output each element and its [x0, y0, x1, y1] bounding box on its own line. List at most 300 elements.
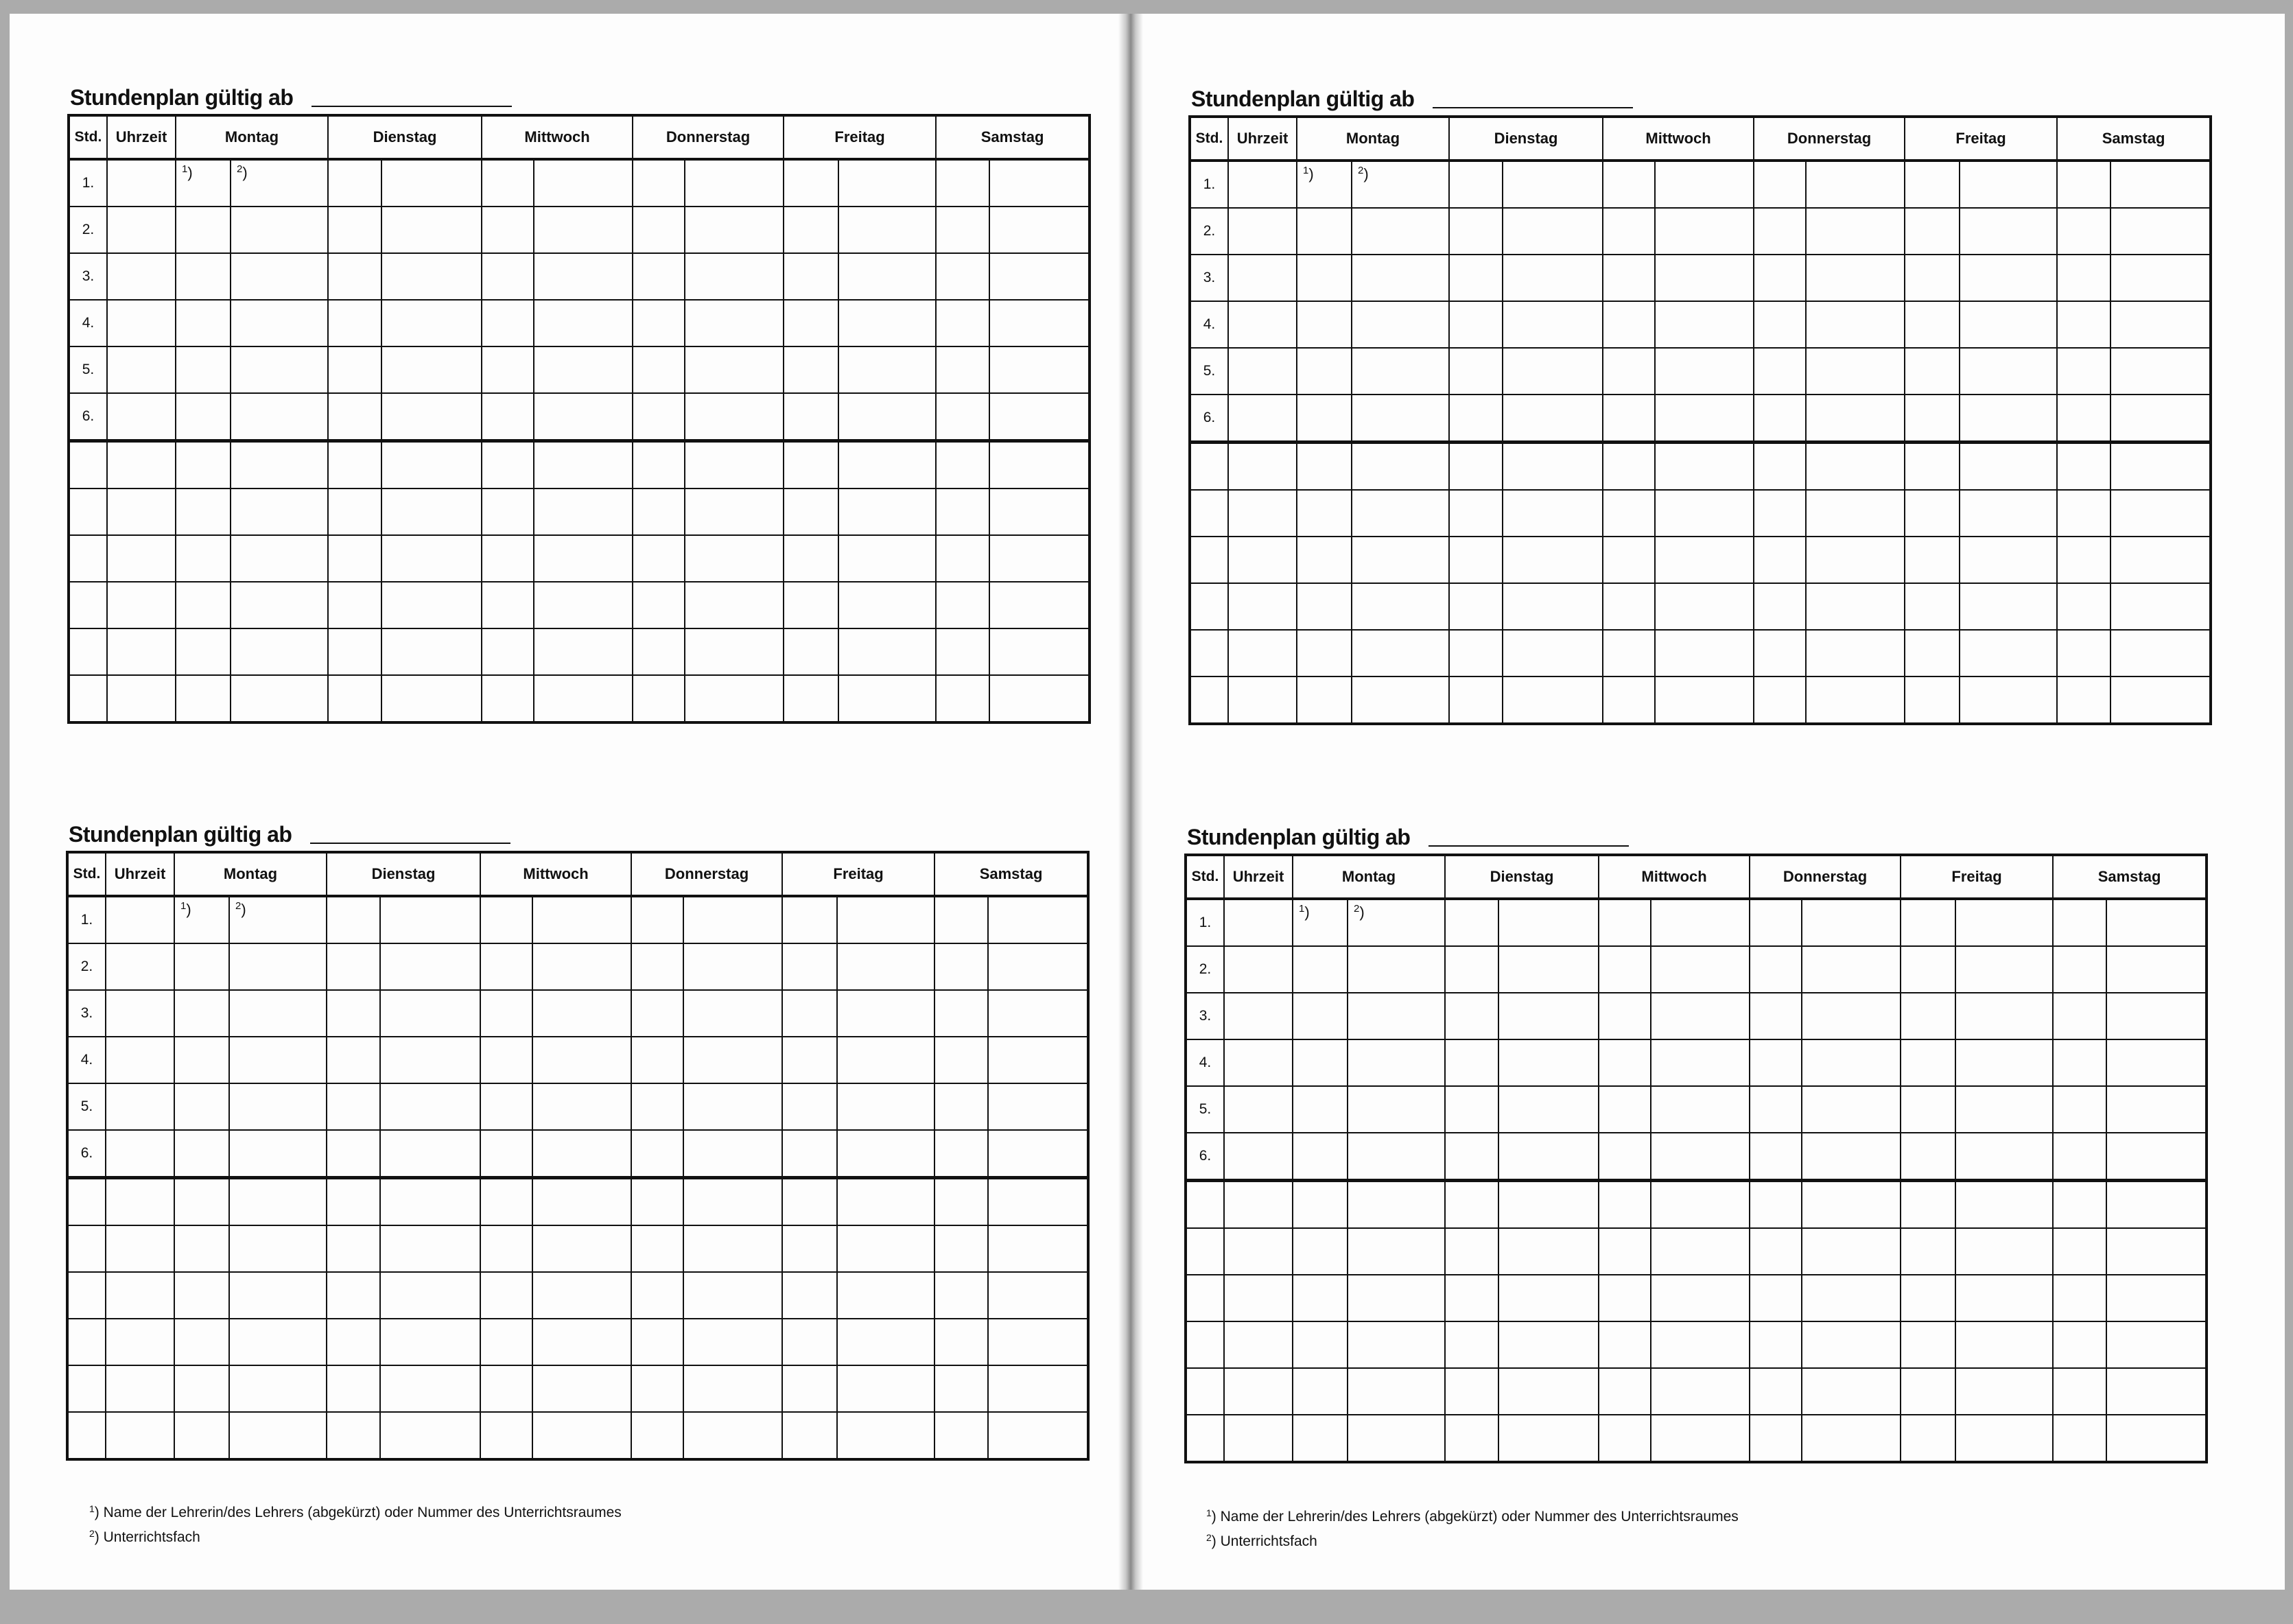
time-cell[interactable] — [1224, 1133, 1293, 1181]
teacher-room-cell[interactable] — [934, 1365, 988, 1412]
teacher-room-cell[interactable] — [1603, 395, 1655, 443]
subject-cell[interactable] — [231, 159, 328, 207]
teacher-room-cell[interactable] — [2057, 395, 2110, 443]
subject-cell[interactable] — [1651, 899, 1750, 946]
subject-cell[interactable] — [231, 300, 328, 346]
subject-cell[interactable] — [838, 253, 936, 300]
teacher-room-cell[interactable] — [1297, 395, 1352, 443]
subject-cell[interactable] — [1498, 1181, 1599, 1229]
subject-cell[interactable] — [229, 1130, 327, 1178]
teacher-room-cell[interactable] — [2057, 630, 2110, 676]
subject-cell[interactable] — [1955, 1228, 2053, 1275]
teacher-room-cell[interactable] — [784, 207, 838, 253]
teacher-room-cell[interactable] — [631, 1178, 683, 1226]
teacher-room-cell[interactable] — [480, 990, 532, 1037]
time-cell[interactable] — [106, 943, 174, 990]
subject-cell[interactable] — [1960, 301, 2057, 348]
teacher-room-cell[interactable] — [1445, 993, 1498, 1039]
teacher-room-cell[interactable] — [1293, 1275, 1348, 1321]
teacher-room-cell[interactable] — [328, 675, 381, 722]
teacher-room-cell[interactable] — [1603, 490, 1655, 537]
subject-cell[interactable] — [837, 1412, 934, 1459]
subject-cell[interactable] — [1503, 537, 1603, 583]
time-cell[interactable] — [107, 159, 176, 207]
subject-cell[interactable] — [1503, 490, 1603, 537]
teacher-room-cell[interactable] — [782, 1130, 837, 1178]
subject-cell[interactable] — [532, 1178, 631, 1226]
subject-cell[interactable] — [1655, 630, 1754, 676]
time-cell[interactable] — [107, 489, 176, 535]
teacher-room-cell[interactable] — [327, 896, 380, 943]
teacher-room-cell[interactable] — [1603, 301, 1655, 348]
subject-cell[interactable] — [988, 1412, 1088, 1459]
teacher-room-cell[interactable] — [1297, 301, 1352, 348]
teacher-room-cell[interactable] — [934, 1083, 988, 1130]
teacher-room-cell[interactable] — [1905, 630, 1960, 676]
subject-cell[interactable] — [685, 300, 784, 346]
time-cell[interactable] — [1224, 1368, 1293, 1415]
subject-cell[interactable] — [685, 159, 784, 207]
teacher-room-cell[interactable] — [1901, 1415, 1955, 1462]
teacher-room-cell[interactable] — [1901, 1039, 1955, 1086]
teacher-room-cell[interactable] — [1599, 1275, 1651, 1321]
subject-cell[interactable] — [380, 1319, 480, 1365]
teacher-room-cell[interactable] — [1449, 583, 1503, 630]
teacher-room-cell[interactable] — [631, 1365, 683, 1412]
subject-cell[interactable] — [1348, 1415, 1445, 1462]
subject-cell[interactable] — [380, 1178, 480, 1226]
teacher-room-cell[interactable] — [1293, 1415, 1348, 1462]
time-cell[interactable] — [1228, 161, 1297, 208]
teacher-room-cell[interactable] — [480, 896, 532, 943]
subject-cell[interactable] — [837, 1272, 934, 1319]
subject-cell[interactable] — [2110, 208, 2211, 255]
teacher-room-cell[interactable] — [1754, 537, 1806, 583]
teacher-room-cell[interactable] — [782, 1272, 837, 1319]
subject-cell[interactable] — [1960, 395, 2057, 443]
subject-cell[interactable] — [838, 441, 936, 489]
teacher-room-cell[interactable] — [176, 489, 231, 535]
teacher-room-cell[interactable] — [1905, 348, 1960, 395]
subject-cell[interactable] — [381, 300, 482, 346]
teacher-room-cell[interactable] — [782, 990, 837, 1037]
subject-cell[interactable] — [381, 207, 482, 253]
subject-cell[interactable] — [2106, 1039, 2207, 1086]
subject-cell[interactable] — [231, 346, 328, 393]
teacher-room-cell[interactable] — [631, 990, 683, 1037]
subject-cell[interactable] — [988, 1319, 1088, 1365]
subject-cell[interactable] — [683, 1272, 782, 1319]
teacher-room-cell[interactable] — [784, 300, 838, 346]
subject-cell[interactable] — [989, 675, 1090, 722]
subject-cell[interactable] — [838, 159, 936, 207]
teacher-room-cell[interactable] — [1603, 255, 1655, 301]
teacher-room-cell[interactable] — [2053, 946, 2106, 993]
subject-cell[interactable] — [1806, 348, 1905, 395]
teacher-room-cell[interactable] — [328, 253, 381, 300]
teacher-room-cell[interactable] — [327, 1083, 380, 1130]
teacher-room-cell[interactable] — [633, 253, 685, 300]
teacher-room-cell[interactable] — [1750, 899, 1802, 946]
teacher-room-cell[interactable] — [633, 159, 685, 207]
subject-cell[interactable] — [532, 1225, 631, 1272]
subject-cell[interactable] — [1806, 255, 1905, 301]
date-entry-line[interactable] — [311, 106, 512, 107]
teacher-room-cell[interactable] — [2057, 583, 2110, 630]
subject-cell[interactable] — [1802, 946, 1901, 993]
subject-cell[interactable] — [1960, 161, 2057, 208]
teacher-room-cell[interactable] — [176, 441, 231, 489]
teacher-room-cell[interactable] — [327, 1365, 380, 1412]
time-cell[interactable] — [1228, 208, 1297, 255]
teacher-room-cell[interactable] — [1905, 537, 1960, 583]
subject-cell[interactable] — [532, 1365, 631, 1412]
teacher-room-cell[interactable] — [1293, 1321, 1348, 1368]
subject-cell[interactable] — [989, 628, 1090, 675]
teacher-room-cell[interactable] — [1750, 1415, 1802, 1462]
subject-cell[interactable] — [1655, 301, 1754, 348]
teacher-room-cell[interactable] — [1905, 443, 1960, 491]
subject-cell[interactable] — [229, 1412, 327, 1459]
teacher-room-cell[interactable] — [934, 990, 988, 1037]
teacher-room-cell[interactable] — [2057, 348, 2110, 395]
subject-cell[interactable] — [1806, 676, 1905, 724]
teacher-room-cell[interactable] — [176, 535, 231, 582]
subject-cell[interactable] — [381, 489, 482, 535]
subject-cell[interactable] — [1498, 1368, 1599, 1415]
teacher-room-cell[interactable] — [1905, 301, 1960, 348]
teacher-room-cell[interactable] — [174, 1037, 229, 1083]
teacher-room-cell[interactable] — [782, 896, 837, 943]
teacher-room-cell[interactable] — [1754, 630, 1806, 676]
subject-cell[interactable] — [532, 1083, 631, 1130]
time-cell[interactable] — [1228, 395, 1297, 443]
subject-cell[interactable] — [1960, 443, 2057, 491]
subject-cell[interactable] — [1960, 676, 2057, 724]
teacher-room-cell[interactable] — [1449, 443, 1503, 491]
teacher-room-cell[interactable] — [482, 207, 534, 253]
time-cell[interactable] — [1228, 676, 1297, 724]
teacher-room-cell[interactable] — [1603, 676, 1655, 724]
subject-cell[interactable] — [229, 896, 327, 943]
teacher-room-cell[interactable] — [174, 1319, 229, 1365]
teacher-room-cell[interactable] — [1449, 208, 1503, 255]
teacher-room-cell[interactable] — [631, 896, 683, 943]
teacher-room-cell[interactable] — [482, 159, 534, 207]
subject-cell[interactable] — [1352, 348, 1449, 395]
subject-cell[interactable] — [989, 346, 1090, 393]
teacher-room-cell[interactable] — [1603, 583, 1655, 630]
subject-cell[interactable] — [2106, 899, 2207, 946]
teacher-room-cell[interactable] — [1599, 1133, 1651, 1181]
teacher-room-cell[interactable] — [633, 535, 685, 582]
teacher-room-cell[interactable] — [1603, 348, 1655, 395]
subject-cell[interactable] — [1802, 1133, 1901, 1181]
time-cell[interactable] — [1224, 1039, 1293, 1086]
subject-cell[interactable] — [685, 393, 784, 441]
teacher-room-cell[interactable] — [1754, 443, 1806, 491]
teacher-room-cell[interactable] — [1754, 490, 1806, 537]
teacher-room-cell[interactable] — [176, 207, 231, 253]
teacher-room-cell[interactable] — [1603, 443, 1655, 491]
teacher-room-cell[interactable] — [174, 1225, 229, 1272]
subject-cell[interactable] — [2106, 1086, 2207, 1133]
subject-cell[interactable] — [2106, 946, 2207, 993]
subject-cell[interactable] — [1503, 676, 1603, 724]
teacher-room-cell[interactable] — [2057, 208, 2110, 255]
teacher-room-cell[interactable] — [480, 1130, 532, 1178]
teacher-room-cell[interactable] — [631, 1083, 683, 1130]
subject-cell[interactable] — [1655, 537, 1754, 583]
subject-cell[interactable] — [1503, 301, 1603, 348]
subject-cell[interactable] — [2106, 993, 2207, 1039]
teacher-room-cell[interactable] — [482, 441, 534, 489]
subject-cell[interactable] — [1498, 946, 1599, 993]
subject-cell[interactable] — [838, 207, 936, 253]
date-entry-line[interactable] — [310, 843, 510, 844]
subject-cell[interactable] — [1655, 255, 1754, 301]
subject-cell[interactable] — [532, 1319, 631, 1365]
subject-cell[interactable] — [988, 1225, 1088, 1272]
subject-cell[interactable] — [988, 1083, 1088, 1130]
subject-cell[interactable] — [685, 489, 784, 535]
subject-cell[interactable] — [1503, 161, 1603, 208]
subject-cell[interactable] — [989, 535, 1090, 582]
subject-cell[interactable] — [989, 159, 1090, 207]
subject-cell[interactable] — [2106, 1181, 2207, 1229]
teacher-room-cell[interactable] — [480, 1319, 532, 1365]
teacher-room-cell[interactable] — [1293, 1181, 1348, 1229]
subject-cell[interactable] — [1806, 208, 1905, 255]
subject-cell[interactable] — [837, 1037, 934, 1083]
subject-cell[interactable] — [532, 943, 631, 990]
subject-cell[interactable] — [2110, 161, 2211, 208]
teacher-room-cell[interactable] — [482, 300, 534, 346]
teacher-room-cell[interactable] — [482, 489, 534, 535]
teacher-room-cell[interactable] — [1297, 676, 1352, 724]
teacher-room-cell[interactable] — [327, 1319, 380, 1365]
subject-cell[interactable] — [1348, 1321, 1445, 1368]
teacher-room-cell[interactable] — [1901, 899, 1955, 946]
teacher-room-cell[interactable] — [1750, 1321, 1802, 1368]
teacher-room-cell[interactable] — [1297, 583, 1352, 630]
subject-cell[interactable] — [1655, 676, 1754, 724]
subject-cell[interactable] — [1352, 395, 1449, 443]
teacher-room-cell[interactable] — [782, 1037, 837, 1083]
subject-cell[interactable] — [1955, 899, 2053, 946]
teacher-room-cell[interactable] — [327, 1272, 380, 1319]
subject-cell[interactable] — [1498, 1321, 1599, 1368]
teacher-room-cell[interactable] — [1293, 1039, 1348, 1086]
teacher-room-cell[interactable] — [633, 489, 685, 535]
subject-cell[interactable] — [1802, 1415, 1901, 1462]
time-cell[interactable] — [106, 896, 174, 943]
teacher-room-cell[interactable] — [1445, 1321, 1498, 1368]
subject-cell[interactable] — [683, 943, 782, 990]
teacher-room-cell[interactable] — [1449, 348, 1503, 395]
subject-cell[interactable] — [685, 253, 784, 300]
teacher-room-cell[interactable] — [1445, 1415, 1498, 1462]
subject-cell[interactable] — [1960, 208, 2057, 255]
subject-cell[interactable] — [1955, 1415, 2053, 1462]
subject-cell[interactable] — [2106, 1133, 2207, 1181]
subject-cell[interactable] — [685, 675, 784, 722]
teacher-room-cell[interactable] — [1603, 537, 1655, 583]
subject-cell[interactable] — [1503, 443, 1603, 491]
teacher-room-cell[interactable] — [1901, 1368, 1955, 1415]
time-cell[interactable] — [1224, 1228, 1293, 1275]
teacher-room-cell[interactable] — [327, 1225, 380, 1272]
subject-cell[interactable] — [532, 1037, 631, 1083]
subject-cell[interactable] — [1348, 1133, 1445, 1181]
teacher-room-cell[interactable] — [934, 1225, 988, 1272]
teacher-room-cell[interactable] — [1297, 161, 1352, 208]
teacher-room-cell[interactable] — [328, 535, 381, 582]
subject-cell[interactable] — [838, 535, 936, 582]
subject-cell[interactable] — [685, 207, 784, 253]
teacher-room-cell[interactable] — [176, 300, 231, 346]
teacher-room-cell[interactable] — [1293, 946, 1348, 993]
subject-cell[interactable] — [1802, 1368, 1901, 1415]
time-cell[interactable] — [107, 535, 176, 582]
teacher-room-cell[interactable] — [2053, 1415, 2106, 1462]
teacher-room-cell[interactable] — [1750, 1275, 1802, 1321]
subject-cell[interactable] — [381, 346, 482, 393]
subject-cell[interactable] — [2110, 443, 2211, 491]
subject-cell[interactable] — [1655, 490, 1754, 537]
subject-cell[interactable] — [1806, 537, 1905, 583]
teacher-room-cell[interactable] — [480, 1225, 532, 1272]
teacher-room-cell[interactable] — [174, 1272, 229, 1319]
teacher-room-cell[interactable] — [1599, 1228, 1651, 1275]
teacher-room-cell[interactable] — [1599, 946, 1651, 993]
subject-cell[interactable] — [381, 582, 482, 628]
subject-cell[interactable] — [989, 441, 1090, 489]
subject-cell[interactable] — [380, 1083, 480, 1130]
teacher-room-cell[interactable] — [1750, 1228, 1802, 1275]
teacher-room-cell[interactable] — [328, 346, 381, 393]
subject-cell[interactable] — [837, 1178, 934, 1226]
subject-cell[interactable] — [1960, 630, 2057, 676]
subject-cell[interactable] — [989, 393, 1090, 441]
subject-cell[interactable] — [988, 1178, 1088, 1226]
teacher-room-cell[interactable] — [482, 393, 534, 441]
date-entry-line[interactable] — [1428, 845, 1629, 847]
teacher-room-cell[interactable] — [1445, 1086, 1498, 1133]
teacher-room-cell[interactable] — [482, 253, 534, 300]
teacher-room-cell[interactable] — [1905, 490, 1960, 537]
subject-cell[interactable] — [1352, 537, 1449, 583]
time-cell[interactable] — [107, 628, 176, 675]
teacher-room-cell[interactable] — [1754, 208, 1806, 255]
subject-cell[interactable] — [1352, 630, 1449, 676]
teacher-room-cell[interactable] — [482, 535, 534, 582]
teacher-room-cell[interactable] — [934, 1272, 988, 1319]
subject-cell[interactable] — [381, 675, 482, 722]
subject-cell[interactable] — [534, 159, 633, 207]
subject-cell[interactable] — [2110, 395, 2211, 443]
teacher-room-cell[interactable] — [1750, 1181, 1802, 1229]
teacher-room-cell[interactable] — [936, 489, 989, 535]
subject-cell[interactable] — [837, 896, 934, 943]
teacher-room-cell[interactable] — [327, 1412, 380, 1459]
subject-cell[interactable] — [1806, 443, 1905, 491]
teacher-room-cell[interactable] — [784, 159, 838, 207]
subject-cell[interactable] — [231, 253, 328, 300]
subject-cell[interactable] — [1960, 583, 2057, 630]
teacher-room-cell[interactable] — [1750, 993, 1802, 1039]
subject-cell[interactable] — [685, 346, 784, 393]
teacher-room-cell[interactable] — [1905, 676, 1960, 724]
teacher-room-cell[interactable] — [328, 628, 381, 675]
teacher-room-cell[interactable] — [1599, 1368, 1651, 1415]
time-cell[interactable] — [1224, 1086, 1293, 1133]
subject-cell[interactable] — [231, 393, 328, 441]
teacher-room-cell[interactable] — [1603, 630, 1655, 676]
subject-cell[interactable] — [229, 1225, 327, 1272]
time-cell[interactable] — [1224, 946, 1293, 993]
time-cell[interactable] — [1228, 255, 1297, 301]
teacher-room-cell[interactable] — [480, 943, 532, 990]
teacher-room-cell[interactable] — [1445, 946, 1498, 993]
teacher-room-cell[interactable] — [1293, 1086, 1348, 1133]
subject-cell[interactable] — [837, 1365, 934, 1412]
subject-cell[interactable] — [1651, 993, 1750, 1039]
subject-cell[interactable] — [534, 253, 633, 300]
subject-cell[interactable] — [683, 1037, 782, 1083]
subject-cell[interactable] — [1498, 1228, 1599, 1275]
teacher-room-cell[interactable] — [174, 1365, 229, 1412]
teacher-room-cell[interactable] — [1599, 993, 1651, 1039]
teacher-room-cell[interactable] — [1449, 255, 1503, 301]
subject-cell[interactable] — [683, 1225, 782, 1272]
teacher-room-cell[interactable] — [784, 582, 838, 628]
teacher-room-cell[interactable] — [934, 896, 988, 943]
subject-cell[interactable] — [1498, 1133, 1599, 1181]
subject-cell[interactable] — [1955, 1275, 2053, 1321]
teacher-room-cell[interactable] — [1750, 1368, 1802, 1415]
time-cell[interactable] — [1228, 490, 1297, 537]
subject-cell[interactable] — [231, 535, 328, 582]
subject-cell[interactable] — [1655, 395, 1754, 443]
subject-cell[interactable] — [1655, 161, 1754, 208]
subject-cell[interactable] — [1651, 1039, 1750, 1086]
teacher-room-cell[interactable] — [327, 1130, 380, 1178]
subject-cell[interactable] — [1498, 1086, 1599, 1133]
subject-cell[interactable] — [534, 441, 633, 489]
subject-cell[interactable] — [231, 675, 328, 722]
teacher-room-cell[interactable] — [328, 582, 381, 628]
time-cell[interactable] — [1224, 1275, 1293, 1321]
teacher-room-cell[interactable] — [2057, 443, 2110, 491]
subject-cell[interactable] — [838, 628, 936, 675]
subject-cell[interactable] — [1352, 583, 1449, 630]
teacher-room-cell[interactable] — [482, 628, 534, 675]
teacher-room-cell[interactable] — [1449, 630, 1503, 676]
subject-cell[interactable] — [837, 1083, 934, 1130]
teacher-room-cell[interactable] — [1754, 161, 1806, 208]
subject-cell[interactable] — [2110, 490, 2211, 537]
subject-cell[interactable] — [1960, 537, 2057, 583]
subject-cell[interactable] — [683, 1319, 782, 1365]
teacher-room-cell[interactable] — [936, 441, 989, 489]
subject-cell[interactable] — [1955, 1321, 2053, 1368]
subject-cell[interactable] — [1651, 1415, 1750, 1462]
subject-cell[interactable] — [1503, 395, 1603, 443]
teacher-room-cell[interactable] — [2053, 899, 2106, 946]
teacher-room-cell[interactable] — [1901, 1275, 1955, 1321]
subject-cell[interactable] — [838, 582, 936, 628]
